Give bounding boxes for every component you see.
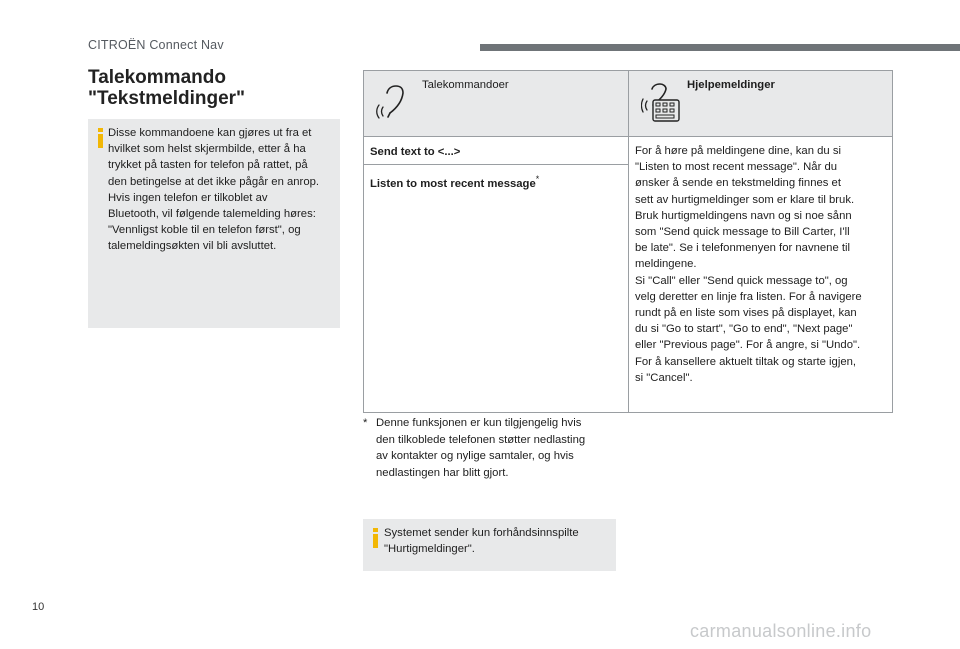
info-line: Bluetooth, vil følgende talemelding høres: xyxy=(108,208,316,221)
footnote-line: den tilkoblede telefonen støtter nedlasting xyxy=(376,433,586,446)
header-title: CITROËN Connect Nav xyxy=(88,38,224,52)
help-line: eller "Previous page". For å angre, si "Undo". xyxy=(635,339,861,352)
info-line: Systemet sender kun forhåndsinnspilte xyxy=(384,527,579,539)
info-line: hvilket som helst skjermbilde, etter å ha xyxy=(108,143,306,156)
info-box-quick-messages xyxy=(363,519,616,571)
footnote-mark: * xyxy=(535,174,540,184)
help-message-icon xyxy=(641,83,681,123)
help-line: ønsker å sende en tekstmelding finnes et xyxy=(635,177,841,190)
help-line: velg deretter en linje fra listen. For å navigere xyxy=(635,290,862,303)
watermark: carmanualsonline.info xyxy=(690,621,872,641)
section-title xyxy=(88,67,348,109)
info-line: trykket på tasten for telefon på rattet, på xyxy=(108,159,308,172)
help-line: For å høre på meldingene dine, kan du si xyxy=(635,145,841,157)
info-icon xyxy=(93,128,109,148)
command-label: Send text to <...> xyxy=(370,146,461,158)
info-line: talemeldingsøkten vil bli avsluttet. xyxy=(108,240,277,253)
header-accent-bar xyxy=(480,44,960,51)
footnote-line: Denne funksjonen er kun tilgjengelig hvis xyxy=(376,417,582,429)
info-icon xyxy=(368,528,384,548)
footnote xyxy=(363,415,633,481)
column-header-help-label: Hjelpemeldinger xyxy=(687,79,775,91)
info-line: "Vennligst koble til en telefon først", og xyxy=(108,224,301,237)
table-row xyxy=(364,137,893,165)
column-header-commands-label: Talekommandoer xyxy=(422,79,509,91)
info-box-text xyxy=(108,125,336,255)
column-header-commands xyxy=(364,71,629,137)
help-line: be late". Se i telefonmenyen for navnene til xyxy=(635,242,851,255)
page-number: 10 xyxy=(32,601,45,613)
info-box-commands-note xyxy=(88,119,340,328)
help-line: du si "Go to start", "Go to end", "Next page" xyxy=(635,323,853,336)
section-title-line-1: Talekommando xyxy=(88,67,226,88)
help-message-cell xyxy=(629,137,893,413)
footnote-mark: * xyxy=(363,417,368,429)
table-header-row xyxy=(364,71,893,137)
footnote-text xyxy=(376,415,633,481)
info-box-text xyxy=(384,525,612,557)
voice-command-icon xyxy=(376,83,416,123)
section-title-line-2: "Tekstmeldinger" xyxy=(88,88,246,109)
help-line: si "Cancel". xyxy=(635,371,693,384)
command-label: Listen to most recent message xyxy=(370,177,536,190)
help-line: "Listen to most recent message". Når du xyxy=(635,161,838,174)
help-line: rundt på en liste som vises på displayet, kan xyxy=(635,307,857,320)
voice-commands-table xyxy=(363,70,893,413)
help-line: meldingene. xyxy=(635,258,697,271)
command-listen-recent xyxy=(364,165,629,413)
column-header-help xyxy=(629,71,893,137)
help-line: Bruk hurtigmeldingens navn og si noe sånn xyxy=(635,209,852,222)
info-line: Hvis ingen telefon er tilkoblet av xyxy=(108,191,268,204)
footnote-line: nedlastingen har blitt gjort. xyxy=(376,466,509,479)
command-send-text xyxy=(364,137,629,165)
footnote-line: av kontakter og nylige samtaler, og hvis xyxy=(376,450,574,462)
help-line: som "Send quick message to Bill Carter, I'll xyxy=(635,226,850,239)
help-line: Si "Call" eller "Send quick message to", og xyxy=(635,274,848,287)
help-line: For å kansellere aktuelt tiltak og starte igjen, xyxy=(635,355,857,368)
info-line: "Hurtigmeldinger". xyxy=(384,543,475,556)
help-line: sett av hurtigmeldinger som er klare til bruk. xyxy=(635,193,855,206)
info-line: Disse kommandoene kan gjøres ut fra et xyxy=(108,127,312,139)
info-line: den betingelse at det ikke pågår en anrop. xyxy=(108,175,320,188)
